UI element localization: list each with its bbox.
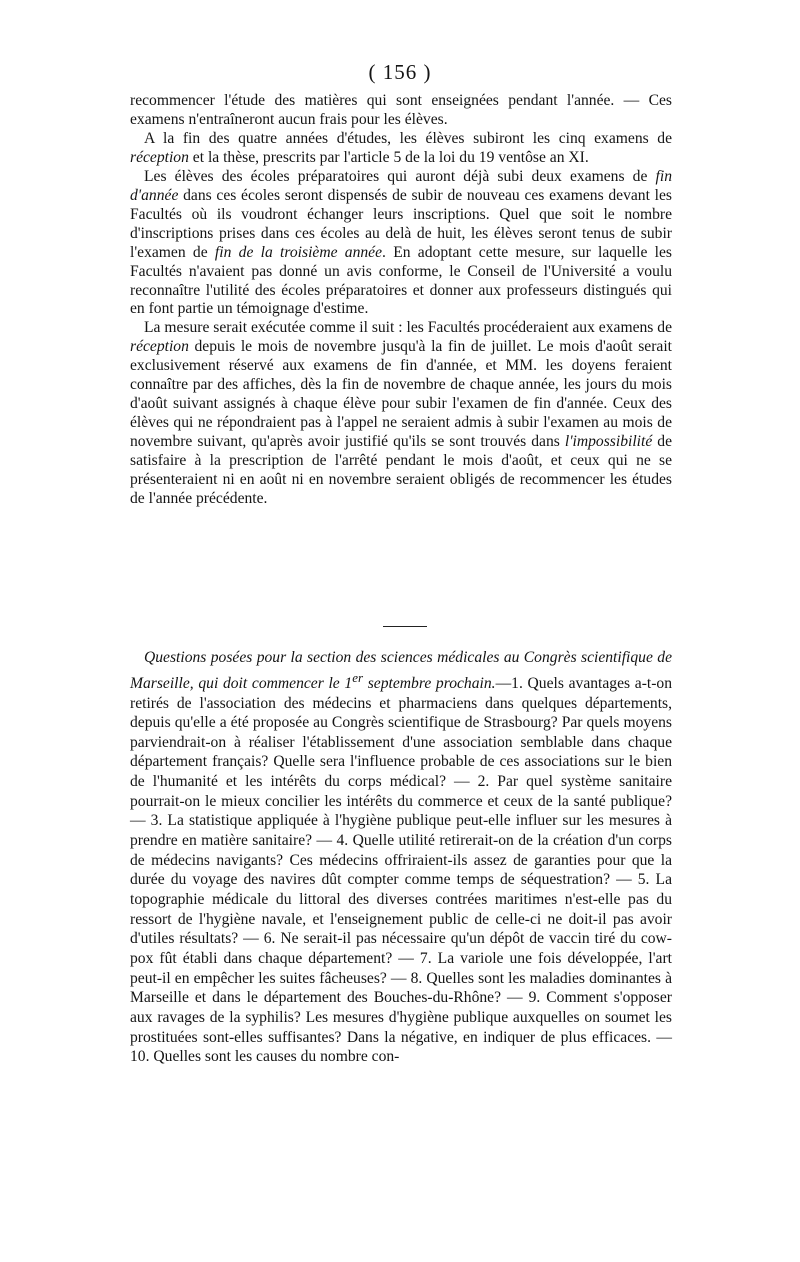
paragraph-1: recommencer l'étude des matières qui sont enseignées pendant l'année. — Ces examens n'entraîneront aucun frais pour les élèves.: [130, 92, 672, 128]
italic-text: fin de la troisième année: [214, 243, 383, 261]
text-run: A la fin des quatre années d'études, les élèves subiront les cinq examens de: [144, 129, 672, 147]
section-divider: [383, 626, 427, 627]
heading-text-end: septembre prochain.: [363, 674, 496, 692]
italic-text: fin d'année: [130, 167, 672, 204]
text-run: Les élèves des écoles préparatoires qui auront déjà subi deux examens de: [144, 167, 656, 185]
italic-text: réception: [130, 338, 189, 356]
text-run: dans ces écoles seront dispensés de subir de nouveau ces examens devant les Facultés où ils voudront échanger leurs inscriptions. Quel que soit le nombre d'inscriptions prises dans ces écoles au delà de huit, les élèves seront tenus de subir l'examen de: [130, 186, 672, 261]
text-run: de satisfaire à la prescription de l'arrêté pendant le mois d'août, et ceux qui ne se présenteraient ni en août ni en novembre seraient obligés de recommencer les études de l'année précédente.: [130, 433, 672, 508]
italic-text: réception: [130, 148, 189, 166]
paragraph-2: [130, 130, 672, 168]
questions-paragraph: [130, 648, 672, 1067]
italic-text: l'impossibilité: [564, 433, 653, 451]
questions-section: [130, 648, 672, 1067]
regulation-text: [130, 92, 672, 509]
superscript: er: [352, 669, 364, 685]
paragraph-4: [130, 319, 672, 509]
text-run: et la thèse, prescrits par l'article 5 de la loi du 19 ventôse an XI.: [188, 148, 589, 166]
page-number: ( 156 ): [368, 60, 432, 84]
heading-text: Questions posées pour la section des sciences médicales au Congrès scientifique de Marseille, qui doit commencer le 1: [130, 649, 672, 692]
paragraph-3: [130, 168, 672, 320]
questions-text: —1. Quels avantages a-t-on retirés de l'association des médecins et pharmaciens dans quelques départements, depuis qu'elle a été proposée au Congrès scientifique de Strasbourg? Par quels moyens parviendrait-on à réaliser l'établissement d'une association semblable dans chaque département français? Quelle sera l'influence probable de ces associations sur le bien de l'humanité et les intérêts du corps médical? — 2. Par quel système sanitaire pourrait-on le mieux concilier les intérêts du commerce et ceux de la santé publique? — 3. La statistique appliquée à l'hygiène publique peut-elle influer sur les mesures à prendre en matière sanitaire? — 4. Quelle utilité retirerait-on de la création d'un corps de médecins navigants? Ces médecins offriraient-ils assez de garanties pour que la durée du voyage des navires dût compter comme temps de séquestration? — 5. La topographie médicale du littoral des diverses contrées maritimes n'est-elle pas du ressort de l'hygiène navale, et l'enseignement public de celle-ci ne doit-il pas avoir d'utiles résultats? — 6. Ne serait-il pas nécessaire qu'un dépôt de vaccin tiré du cow-pox fût établi dans chaque département? — 7. La variole une fois développée, l'art peut-il en empêcher les suites fâcheuses? — 8. Quelles sont les maladies dominantes à Marseille et dans le département des Bouches-du-Rhône? — 9. Comment s'opposer aux ravages de la syphilis? Les mesures d'hygiène publique auxquelles on soumet les prostituées sont-elles suffisantes? Dans la négative, en indiquer de plus efficaces. — 10. Quelles sont les causes du nombre con-: [130, 674, 672, 1066]
text-run: . En adoptant cette mesure, sur laquelle les Facultés n'avaient pas donné un avis conforme, le Conseil de l'Université a voulu reconnaître l'utilité des écoles préparatoires et donner aux professeurs distingués qui en font partie un témoignage d'estime.: [130, 243, 672, 318]
text-run: depuis le mois de novembre jusqu'à la fin de juillet. Le mois d'août serait exclusivement réservé aux examens de fin d'année, et MM. les doyens feraient connaître par des affiches, dès la fin de novembre de chaque année, les jours du mois d'août suivant assignés à chaque élève pour subir l'examen de fin d'année. Ceux des élèves qui ne répondraient pas à l'appel ne seraient admis à subir l'examen au mois de novembre suivant, qu'après avoir justifié qu'ils se sont trouvés dans: [130, 338, 672, 451]
text-run: La mesure serait exécutée comme il suit : les Facultés procéderaient aux examens de: [144, 319, 672, 337]
